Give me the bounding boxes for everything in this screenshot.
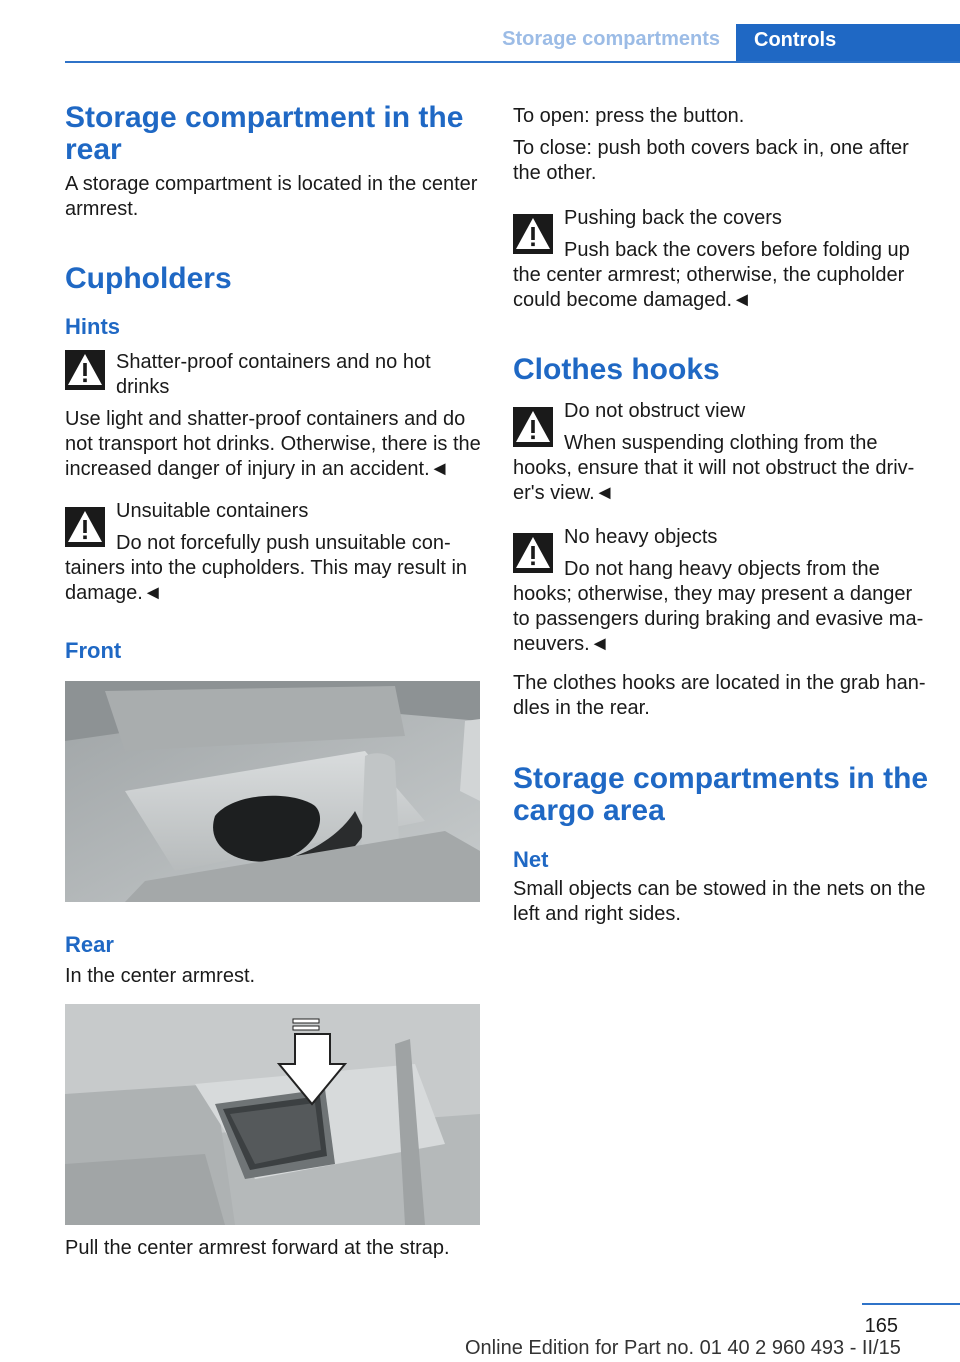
caption-rear-armrest: Pull the center armrest forward at the strap.: [65, 1237, 450, 1259]
text-open: To open: press the button.: [513, 105, 745, 127]
front-cupholder-photo: [65, 681, 480, 902]
heading-clothes-hooks: Clothes hooks: [513, 353, 720, 386]
warning-text-unsuitable: Do not forcefully push unsuitable con-tainers into the cupholders. This may result in damage.◄: [65, 532, 468, 604]
warning-title-unsuitable: Unsuitable containers: [116, 500, 309, 522]
warning-box-obstruct-view: [513, 399, 933, 506]
page-number: 165: [864, 1315, 898, 1337]
heading-rear-compartment: Storage compartment in the rear: [65, 101, 464, 166]
edition-note: Online Edition for Part no. 01 40 2 960 493 - II/15: [465, 1337, 901, 1359]
heading-hints: Hints: [65, 314, 120, 339]
warning-triangle-icon: [513, 407, 553, 447]
warning-title-obstruct-view: Do not obstruct view: [564, 400, 746, 422]
warning-box-heavy-objects: [513, 525, 933, 657]
header-rule: [65, 61, 960, 63]
text-rear: In the center armrest.: [65, 965, 256, 987]
rear-armrest-photo: [65, 1004, 480, 1225]
running-header-section: Storage compartments: [502, 28, 720, 50]
warning-text-heavy-objects: Do not hang heavy objects from the hooks; otherwise, they may present a danger to passengers during braking and evasive ma-neuvers.◄: [513, 558, 924, 655]
left-column: [65, 100, 483, 1261]
warning-triangle-icon: [65, 350, 105, 390]
text-net: Small objects can be stowed in the nets on the left and right sides.: [513, 878, 926, 925]
warning-title-heavy-objects: No heavy objects: [564, 526, 718, 548]
footer-rule: [862, 1303, 960, 1305]
warning-text-obstruct-view: When suspending clothing from the hooks, ensure that it will not obstruct the driv-er's view.◄: [513, 432, 915, 504]
warning-text-push-covers: Push back the covers before folding up the center armrest; otherwise, the cupholder could become damaged.◄: [513, 239, 910, 311]
heading-rear: Rear: [65, 932, 114, 957]
heading-front: Front: [65, 638, 122, 663]
text-hooks-location: The clothes hooks are located in the grab han-dles in the rear.: [513, 672, 926, 719]
warning-triangle-icon: [513, 214, 553, 254]
heading-cupholders: Cupholders: [65, 262, 232, 295]
warning-box-shatter-proof: [65, 350, 483, 482]
warning-title-push-covers: Pushing back the covers: [564, 207, 782, 229]
running-header-chapter-tab: Controls: [736, 24, 960, 63]
warning-title-shatter-proof: Shatter-proof containers and no hot drinks: [116, 351, 431, 398]
heading-net: Net: [513, 847, 549, 872]
text-rear-compartment: A storage compartment is located in the center armrest.: [65, 173, 478, 220]
warning-triangle-icon: [65, 507, 105, 547]
warning-triangle-icon: [513, 533, 553, 573]
warning-box-push-covers: [513, 206, 933, 313]
right-column: [513, 104, 933, 927]
warning-text-shatter-proof: Use light and shatter-proof containers and do not transport hot drinks. Otherwise, there is the increased danger of injury in an accident.◄: [65, 408, 481, 480]
text-close: To close: push both covers back in, one after the other.: [513, 137, 909, 184]
heading-cargo-area: Storage compartments in the cargo area: [513, 762, 929, 827]
warning-box-unsuitable: [65, 499, 483, 606]
